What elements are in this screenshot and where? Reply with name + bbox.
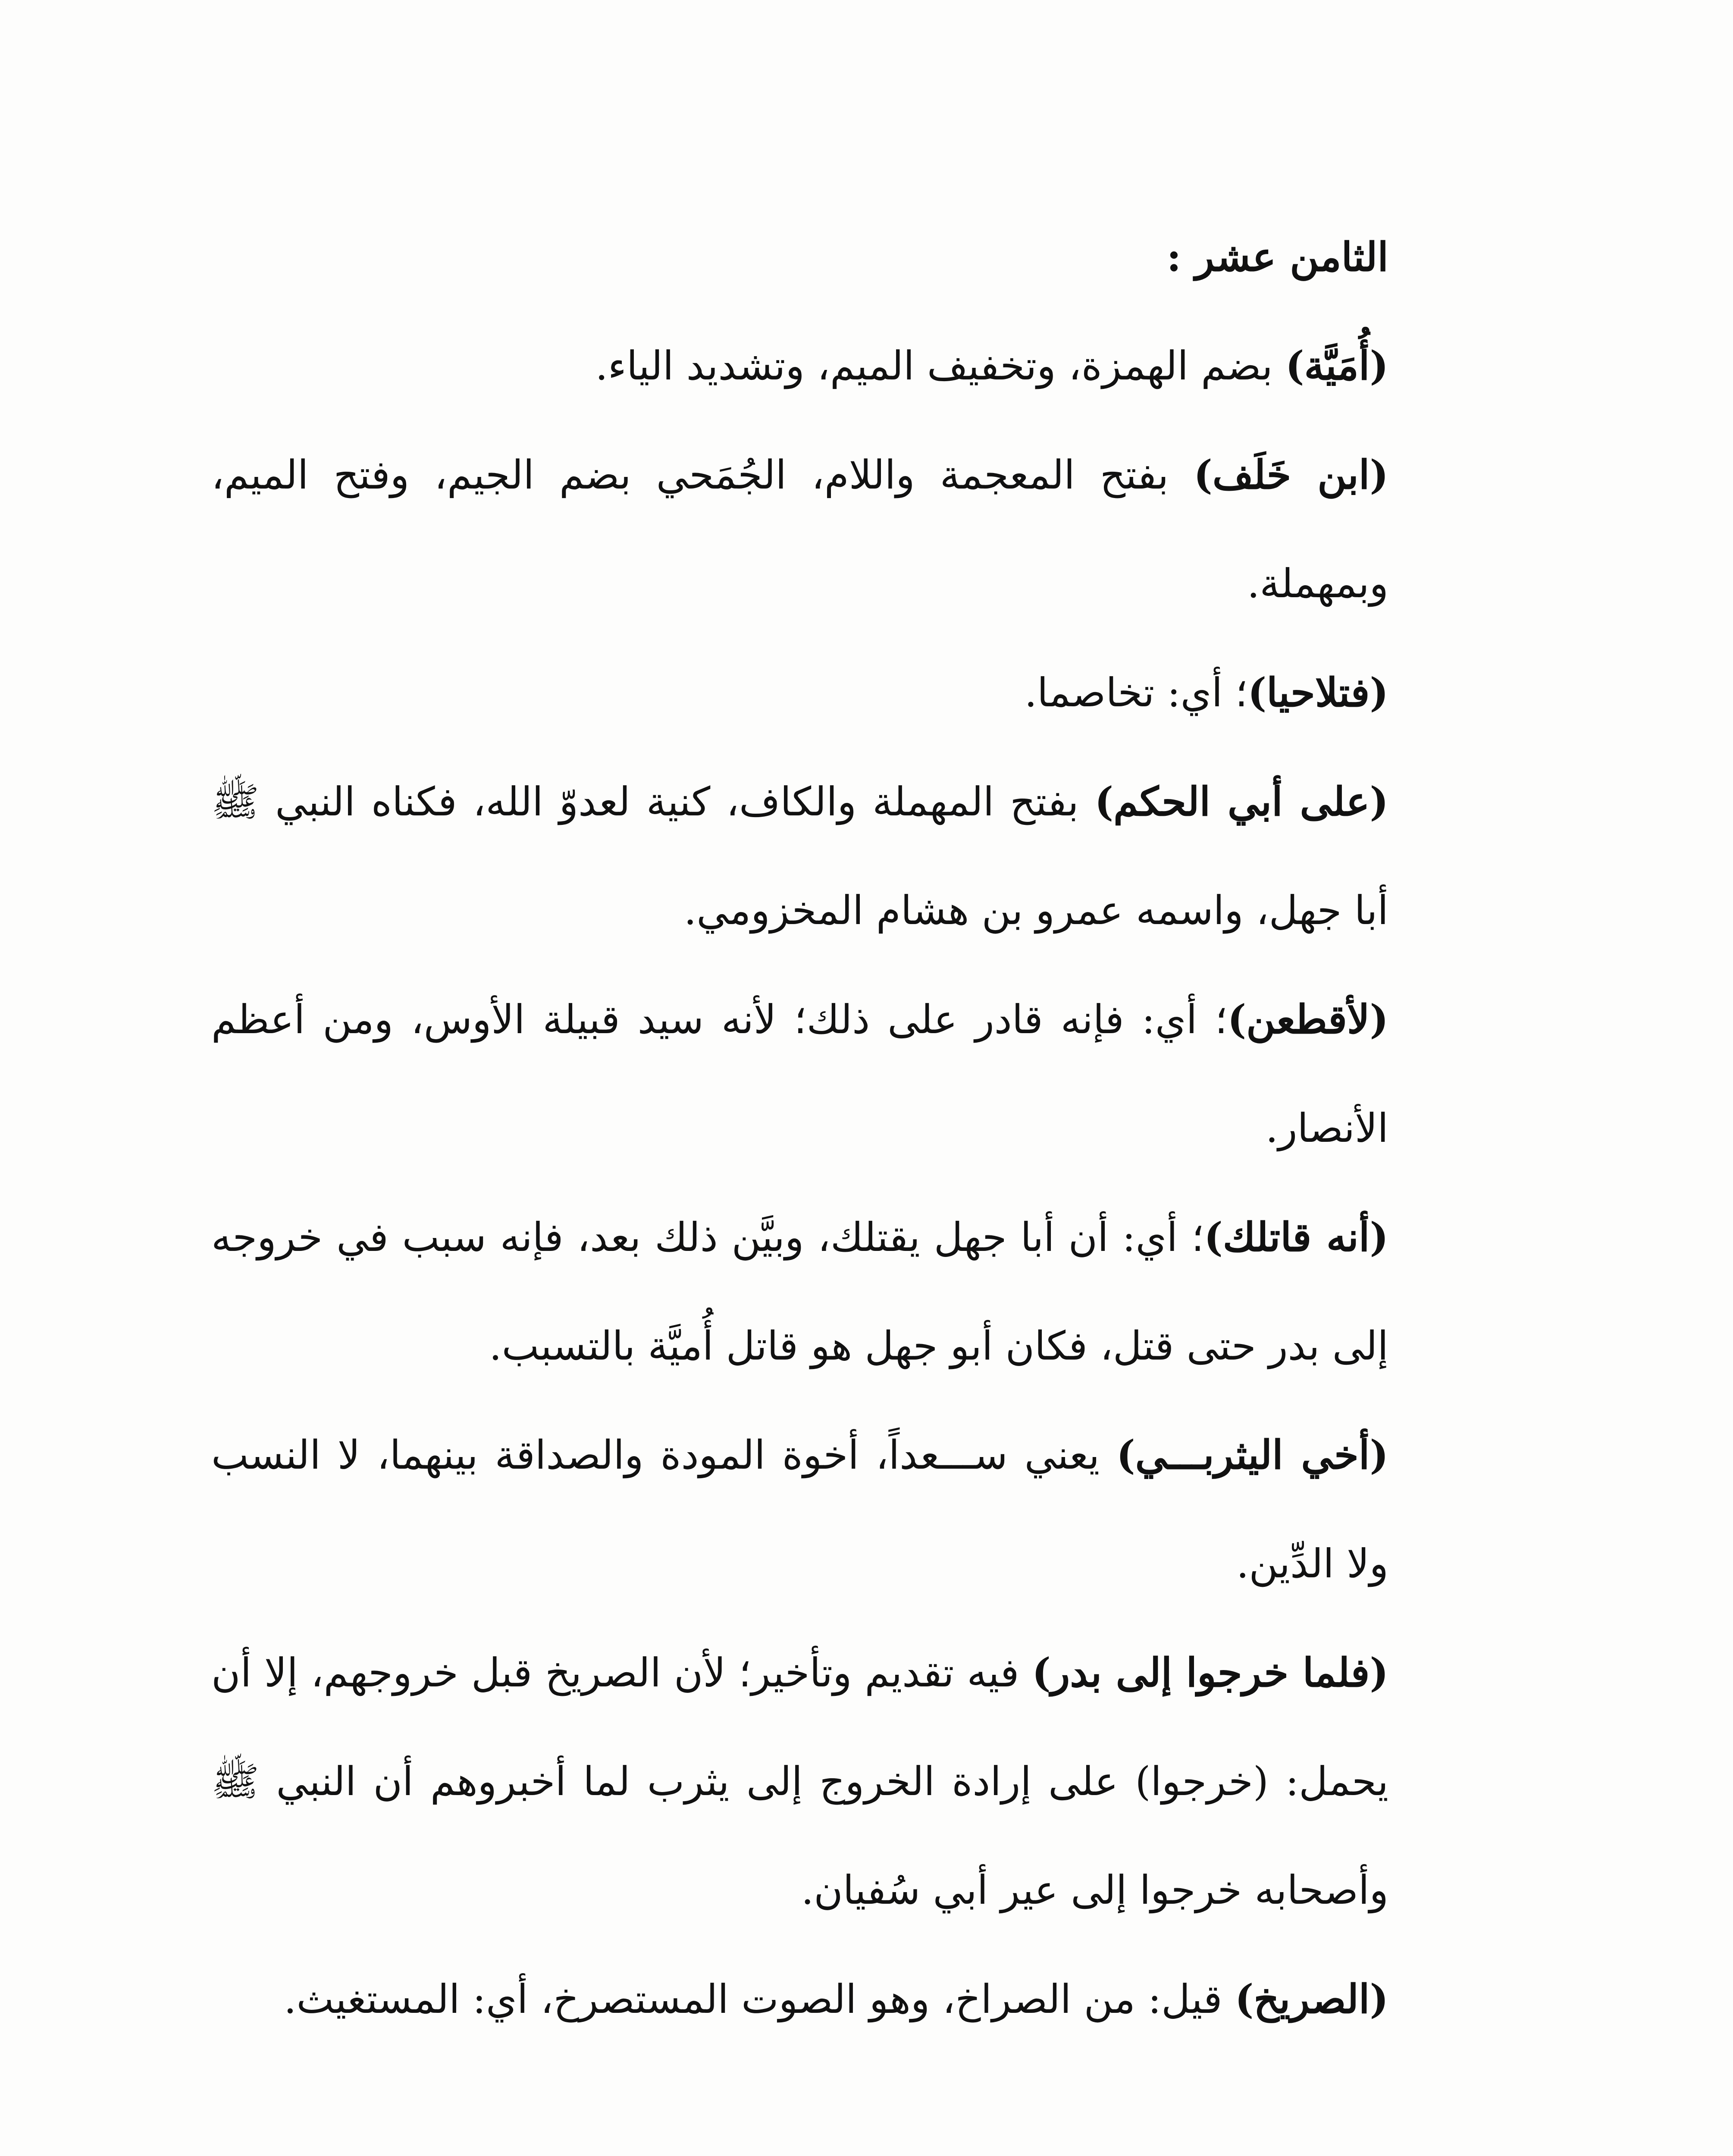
entry-term: (ابن خَلَف) — [1194, 451, 1388, 498]
entry-term: (أخي اليثربـــي) — [1116, 1432, 1388, 1478]
commentary-body — [211, 203, 1388, 2054]
entry-paragraph — [211, 311, 1388, 420]
entry-text: بفتح المعجمة واللام، الجُمَحي بضم الجيم، وفتح الميم، وبمهملة. — [211, 452, 1388, 607]
entry-paragraph — [211, 1945, 1388, 2054]
entry-paragraph — [211, 1618, 1388, 1945]
entry-text: بضم الهمزة، وتخفيف الميم، وتشديد الياء. — [595, 343, 1286, 389]
entry-text: بفتح المهملة والكاف، كنية لعدوّ الله، فكناه النبي ﷺ أبا جهل، واسمه عمرو بن هشام المخزومي. — [211, 779, 1388, 934]
entry-text: يعني ســـعداً، أخوة المودة والصداقة بينهما، لا النسب ولا الدِّين. — [211, 1432, 1388, 1587]
section-heading: الثامن عشر : — [1166, 234, 1388, 280]
entry-term: (فلما خرجوا إلى بدر) — [1032, 1649, 1388, 1696]
entry-term: (أنه قاتلك) — [1204, 1214, 1389, 1260]
entry-text: ؛ أي: تخاصما. — [1024, 670, 1248, 716]
entry-paragraph — [211, 747, 1388, 965]
entry-text: قيل: من الصراخ، وهو الصوت المستصرخ، أي: المستغيث. — [284, 1976, 1235, 2022]
entry-text: ؛ أي: أن أبا جهل يقتلك، وبيَّن ذلك بعد، فإنه سبب في خروجه إلى بدر حتى قتل، فكان أبو جهل هو قاتل أُميَّة بالتسبب. — [211, 1214, 1388, 1369]
entry-term: (على أبي الحكم) — [1094, 778, 1389, 825]
entry-paragraph — [211, 1183, 1388, 1401]
entry-paragraph — [211, 638, 1388, 747]
entry-term: (الصريخ) — [1235, 1976, 1388, 2022]
entry-paragraph — [211, 1401, 1388, 1618]
entry-term: (لأقطعن) — [1227, 996, 1388, 1043]
entry-text: ؛ أي: فإنه قادر على ذلك؛ لأنه سيد قبيلة الأوس، ومن أعظم الأنصار. — [211, 997, 1388, 1151]
entry-term: (فتلاحيا) — [1247, 669, 1388, 716]
entry-paragraph — [211, 965, 1388, 1183]
entry-text: فيه تقديم وتأخير؛ لأن الصريخ قبل خروجهم، إلا أن يحمل: (خرجوا) على إرادة الخروج إلى يثرب لما أخبروهم أن النبي ﷺ وأصحابه خرجوا إلى عير أبي سُفيان. — [211, 1650, 1388, 1913]
entry-paragraph — [211, 420, 1388, 638]
entry-term: (أُمَيَّة) — [1285, 342, 1388, 389]
